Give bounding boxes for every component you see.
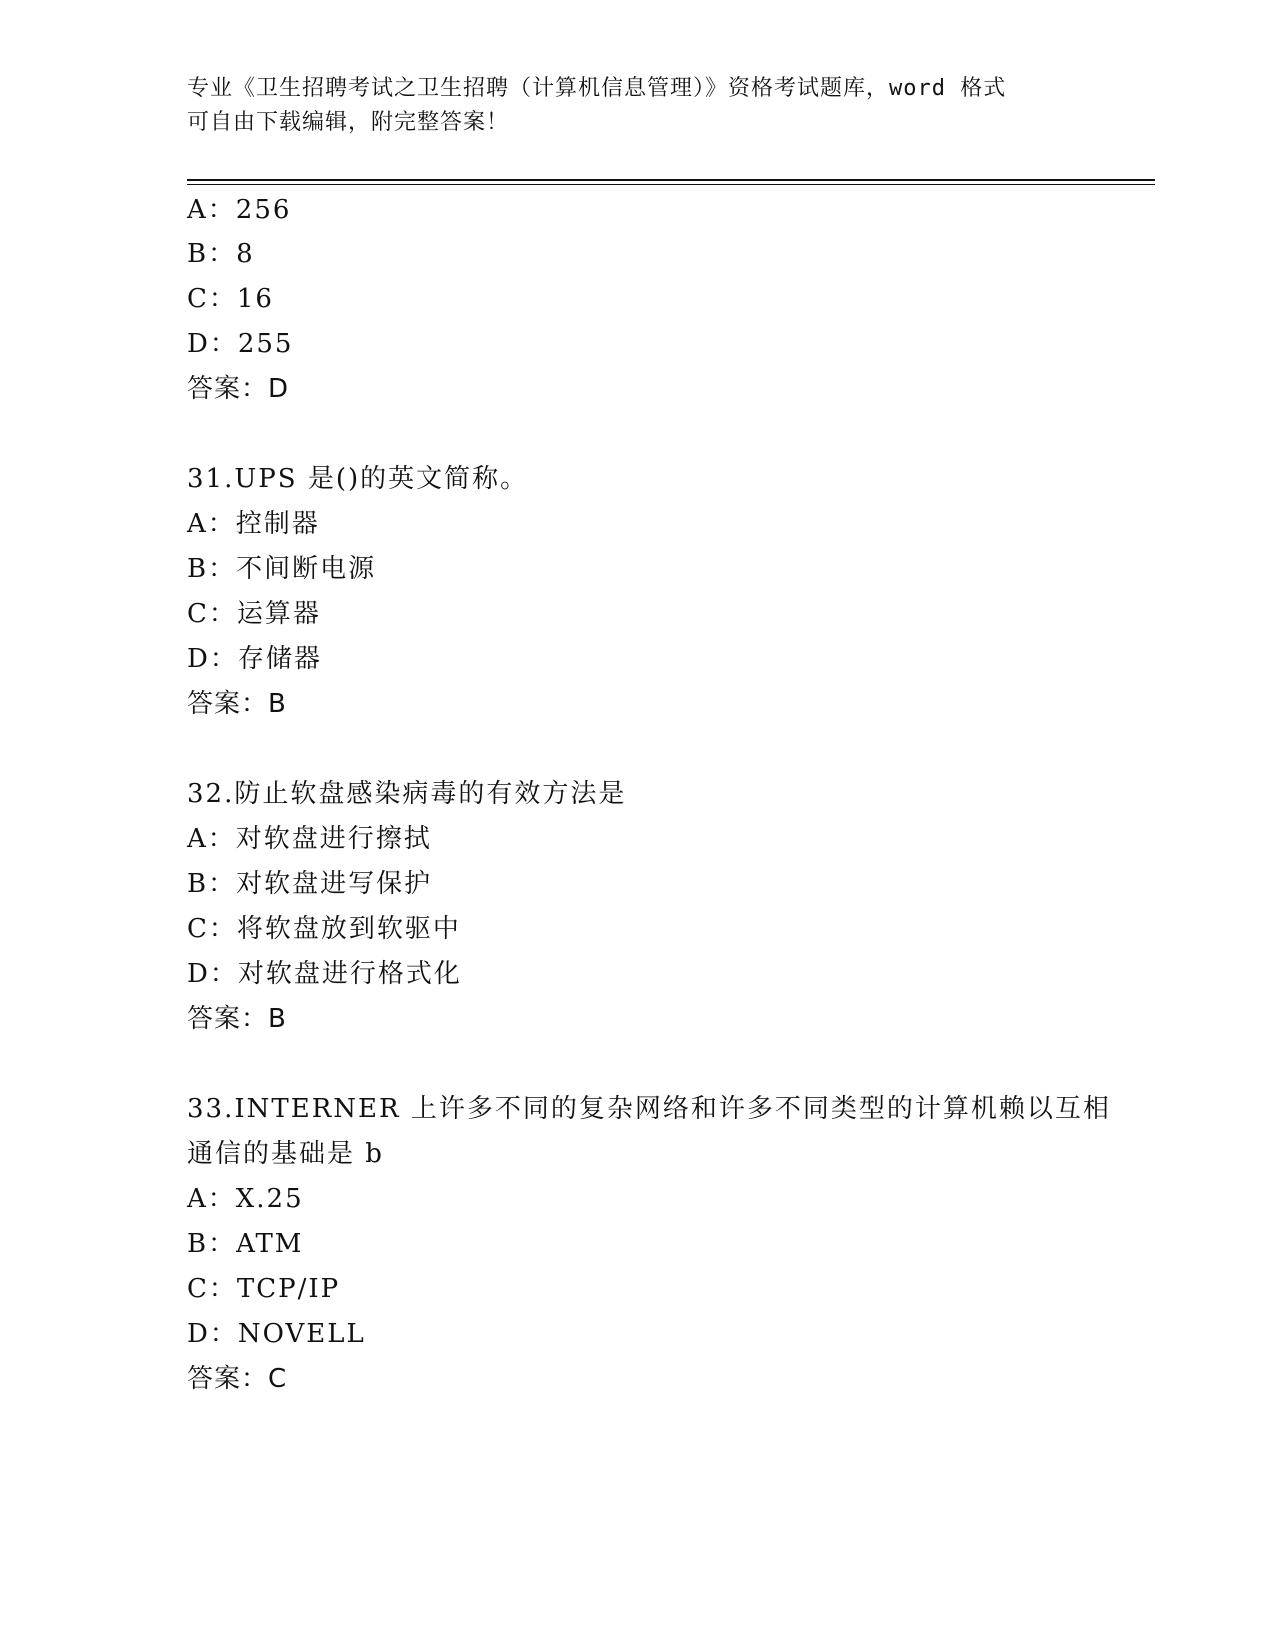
q32-stem: 32.防止软盘感染病毒的有效方法是 bbox=[187, 779, 627, 809]
q31-option-b: B：不间断电源 bbox=[187, 554, 377, 584]
q33-option-b: B：ATM bbox=[187, 1229, 304, 1259]
header-divider-thin bbox=[187, 184, 1155, 185]
header-line-2: 可自由下载编辑，附完整答案！ bbox=[187, 110, 510, 135]
q32-option-a: A：对软盘进行擦拭 bbox=[187, 824, 432, 854]
q30-option-b: B：8 bbox=[187, 239, 255, 269]
q32-option-b: B：对软盘进写保护 bbox=[187, 869, 433, 899]
q31-option-a: A：控制器 bbox=[187, 509, 320, 539]
q31-option-c: C：运算器 bbox=[187, 599, 321, 629]
q30-option-c: C：16 bbox=[187, 284, 274, 314]
q30-option-d: D：255 bbox=[187, 329, 294, 359]
q30-option-a: A：256 bbox=[187, 195, 292, 225]
q33-option-c: C：TCP/IP bbox=[187, 1274, 341, 1304]
q31-answer: 答案：B bbox=[187, 689, 287, 719]
q33-option-a: A：X.25 bbox=[187, 1184, 304, 1214]
q30-answer: 答案：D bbox=[187, 374, 290, 404]
header-divider-thick bbox=[187, 179, 1155, 181]
q31-stem: 31.UPS 是()的英文简称。 bbox=[187, 464, 529, 494]
q33-option-d: D：NOVELL bbox=[187, 1319, 366, 1349]
q31-option-d: D：存储器 bbox=[187, 644, 322, 674]
q33-stem-line-1: 33.INTERNER 上许多不同的复杂网络和许多不同类型的计算机赖以互相 bbox=[187, 1094, 1111, 1124]
q32-answer: 答案：B bbox=[187, 1004, 287, 1034]
document-header bbox=[187, 72, 1077, 140]
q32-option-d: D：对软盘进行格式化 bbox=[187, 959, 462, 989]
q32-option-c: C：将软盘放到软驱中 bbox=[187, 914, 461, 944]
header-line-1: 专业《卫生招聘考试之卫生招聘（计算机信息管理）》资格考试题库，word 格式 bbox=[187, 76, 1007, 101]
q33-answer: 答案：C bbox=[187, 1364, 288, 1394]
q33-stem-line-2: 通信的基础是 b bbox=[187, 1139, 384, 1169]
